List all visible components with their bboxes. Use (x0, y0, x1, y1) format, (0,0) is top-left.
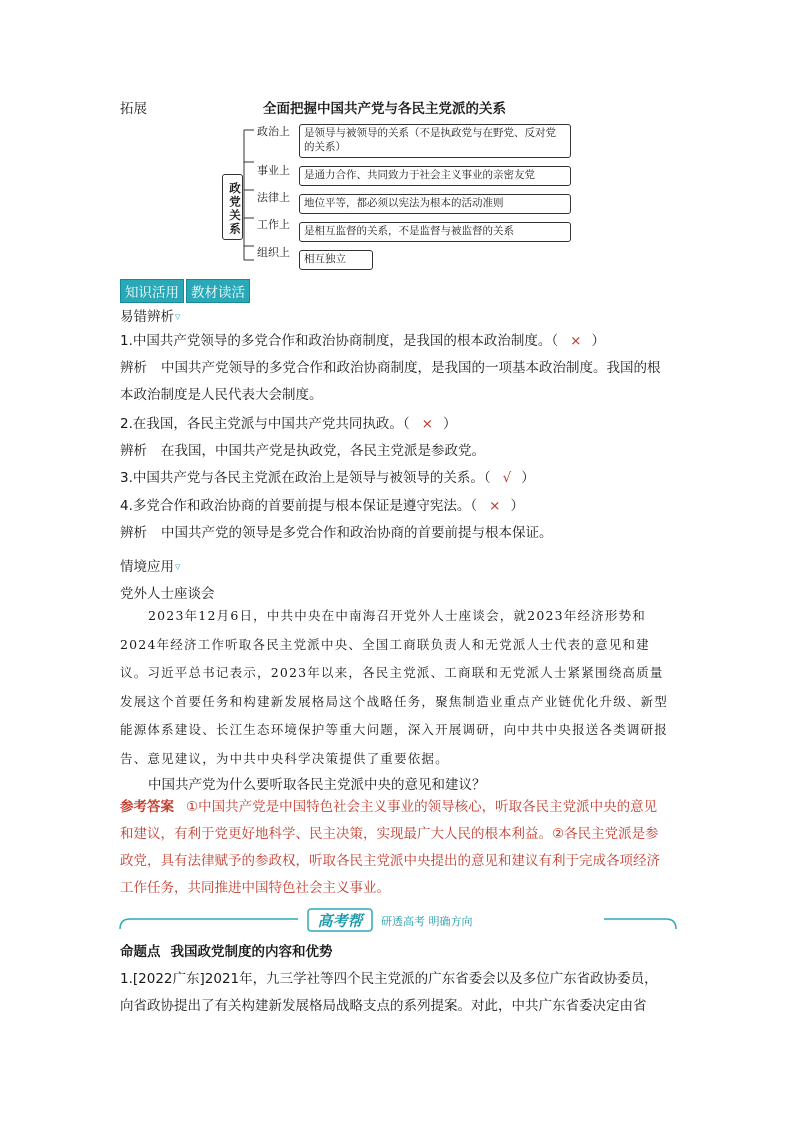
tab-textbook: 教材读活 (186, 279, 250, 303)
gaokao-question-1: 1.[2022广东]2021年，九三学社等四个民主党派的广东省委会以及多位广东省政协委员，向省政协提出了有关构建新发展格局战略支点的系列提案。对此，中共广东省委决定由省 (120, 971, 658, 1014)
expand-label: 拓展 (120, 101, 147, 117)
wrong-mark: × (570, 333, 582, 349)
row-label: 事业上 (257, 164, 290, 177)
judge-item-4: 4.多党合作和政治协商的首要前提与根本保证是遵守宪法。（ × ） (120, 498, 524, 514)
row-box: 是领导与被领导的关系（不是执政党与在野党、反对党的关系） (299, 124, 571, 158)
gaokao-badge: 高考帮 (317, 912, 363, 930)
row-box: 相互独立 (299, 250, 373, 270)
analysis-4: 辨析 中国共产党的领导是多党合作和政治协商的首要前提与根本保证。 (120, 525, 553, 541)
row-label: 政治上 (257, 125, 290, 138)
section-tabs (120, 279, 250, 303)
diagram-center-box: 政党关系 (222, 174, 243, 240)
triangle-icon: ▽ (175, 313, 181, 321)
correct-mark: √ (502, 470, 512, 486)
judge-heading: 易错辨析▽ (120, 309, 181, 325)
row-box: 是通力合作、共同致力于社会主义事业的亲密友党 (299, 166, 571, 186)
row-box: 是相互监督的关系，不是监督与被监督的关系 (299, 222, 571, 242)
scenario-heading: 情境应用▽ (120, 559, 181, 575)
row-box: 地位平等，都必须以宪法为根本的活动准则 (299, 194, 571, 214)
tab-knowledge: 知识活用 (120, 279, 184, 303)
analysis-2: 辨析 在我国，中国共产党是执政党，各民主党派是参政党。 (120, 443, 485, 459)
triangle-icon: ▽ (175, 563, 181, 571)
gaokao-slogan: 研透高考 明确方向 (381, 915, 473, 928)
judge-item-3: 3.中国共产党与各民主党派在政治上是领导与被领导的关系。（ √ ） (120, 470, 535, 486)
topic-line: 命题点 我国政党制度的内容和优势 (120, 944, 333, 960)
diagram-title: 全面把握中国共产党与各民主党派的关系 (263, 101, 506, 117)
scenario-story: 2023年12月6日，中共中央在中南海召开党外人士座谈会，就2023年经济形势和2024年经济工作听取各民主党派中央、全国工商联负责人和无党派人士代表的意见和建议。习近平总书记表示，2023年以来，各民主党派、工商联和无党派人士紧紧围绕高质量发展这个首要任务和构建新发展格局这个战略任务，聚焦制造业重点产业链优化升级、新型能源体系建设、长江生态环境保护等重大问题，深入开展调研，向中共中央报送各类调研报告、意见建议，为中共中央科学决策提供了重要依据。 (120, 608, 669, 766)
scenario-question: 中国共产党为什么要听取各民主党派中央的意见和建议？ (148, 777, 486, 793)
row-label: 工作上 (257, 218, 290, 231)
wrong-mark: × (421, 416, 433, 432)
judge-item-2: 2.在我国，各民主党派与中国共产党共同执政。（ × ） (120, 416, 457, 432)
wrong-mark: × (489, 498, 501, 514)
row-label: 法律上 (257, 191, 290, 204)
judge-item-1: 1.中国共产党领导的多党合作和政治协商制度，是我国的根本政治制度。（ × ） (120, 333, 605, 349)
analysis-1: 辨析 中国共产党领导的多党合作和政治协商制度，是我国的一项基本政治制度。我国的根本政治制度是人民代表大会制度。 (120, 360, 661, 403)
row-label: 组织上 (257, 246, 290, 259)
answer-label: 参考答案 (120, 799, 174, 815)
scenario-title: 党外人士座谈会 (120, 586, 215, 602)
scenario-answer: 参考答案 ①中国共产党是中国特色社会主义事业的领导核心，听取各民主党派中央的意见和建议，有利于党更好地科学、民主决策，实现最广大人民的根本利益。②各民主党派是参政党，具有法律赋予的参政权，听取各民主党派中央提出的意见和建议有利于完成各项经济工作任务，共同推进中国特色社会主义事业。 (120, 799, 660, 896)
